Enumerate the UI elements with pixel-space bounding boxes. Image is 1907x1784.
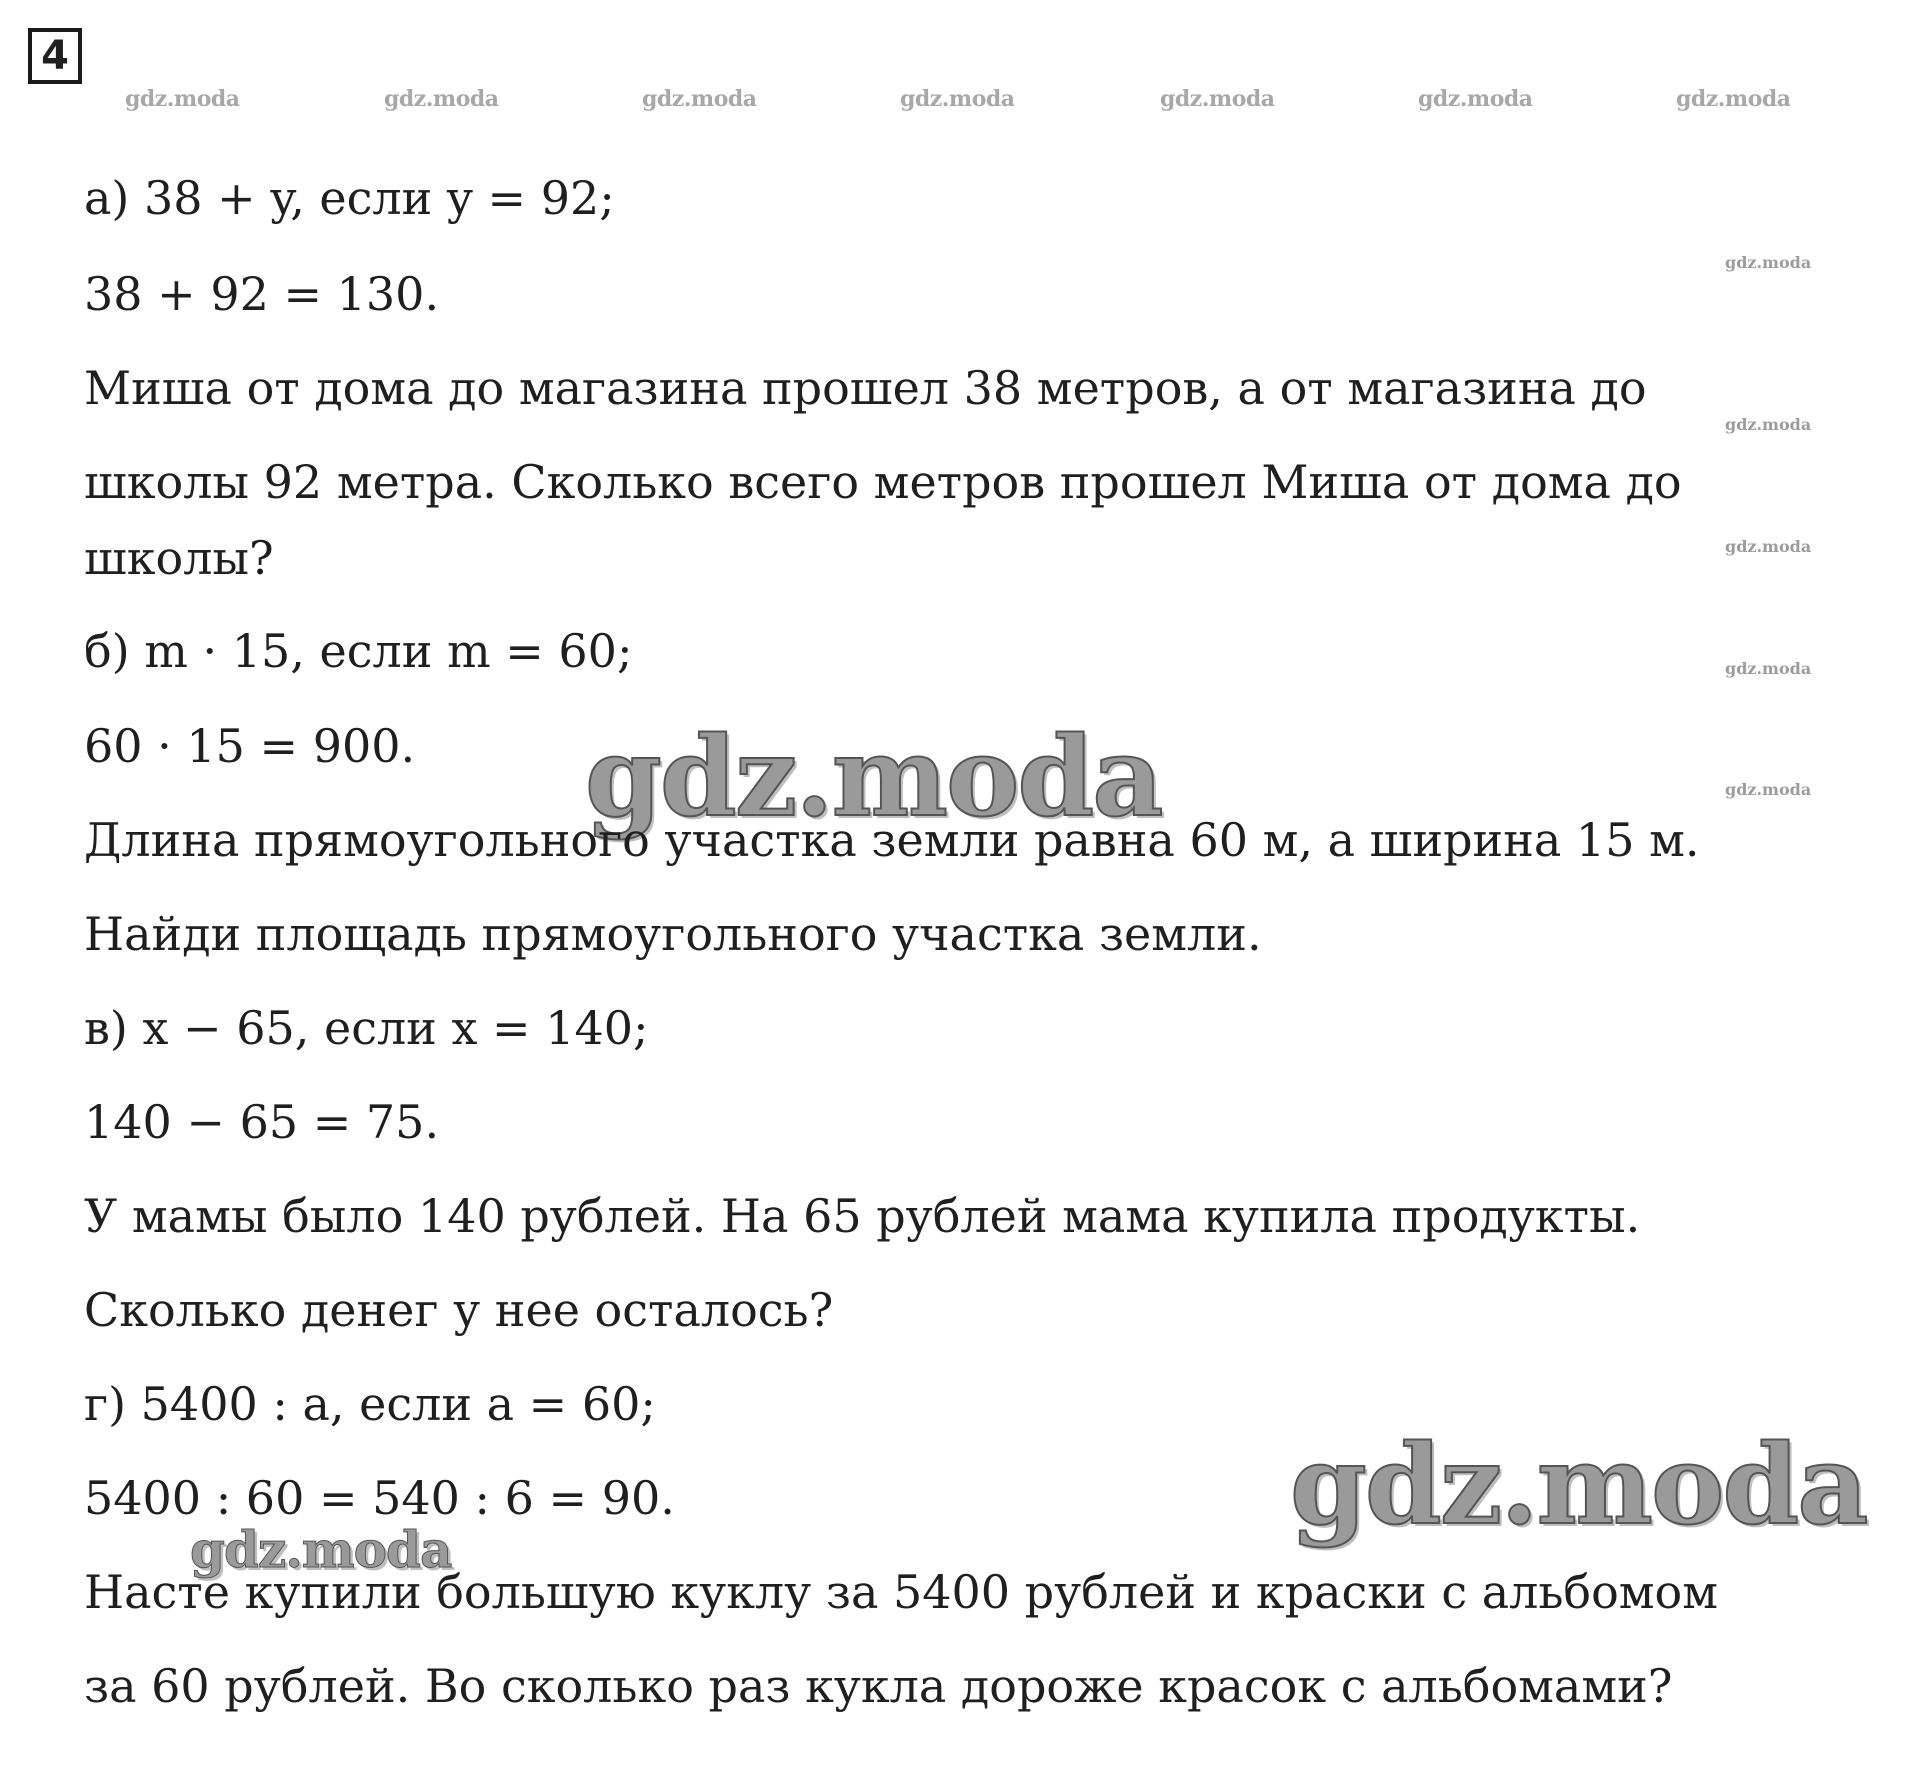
text-line: школы 92 метра. Сколько всего метров прошел Миша от дома до xyxy=(84,455,1682,509)
watermark: gdz.moda xyxy=(1725,659,1812,678)
watermark: gdz.moda xyxy=(1725,415,1812,434)
text-line: 5400 : 60 = 540 : 6 = 90. xyxy=(84,1471,675,1525)
text-line: г) 5400 : a, если a = 60; xyxy=(84,1377,656,1431)
text-line: Длина прямоугольного участка земли равна 60 м, а ширина 15 м. xyxy=(84,813,1700,867)
text-line: Насте купили большую куклу за 5400 рублей и краски с альбомом xyxy=(84,1565,1719,1619)
text-line: за 60 рублей. Во сколько раз кукла дороже красок с альбомами? xyxy=(84,1659,1673,1713)
watermark: gdz.moda xyxy=(1676,86,1791,112)
task-number-badge: 4 xyxy=(28,28,82,84)
text-line: 38 + 92 = 130. xyxy=(84,267,440,321)
watermark: gdz.moda xyxy=(125,86,240,112)
text-line: б) m · 15, если m = 60; xyxy=(84,624,633,678)
watermark: gdz.moda xyxy=(1725,253,1812,272)
watermark: gdz.moda xyxy=(900,86,1015,112)
text-line: 60 · 15 = 900. xyxy=(84,719,416,773)
text-line: Сколько денег у нее осталось? xyxy=(84,1283,834,1337)
watermark: gdz.moda xyxy=(384,86,499,112)
watermark-row xyxy=(0,86,1907,116)
watermark-large: gdz.moda xyxy=(585,712,1162,841)
text-line: 140 − 65 = 75. xyxy=(84,1095,440,1149)
text-line: школы? xyxy=(84,531,274,585)
text-line: У мамы было 140 рублей. На 65 рублей мама купила продукты. xyxy=(84,1189,1641,1243)
watermark: gdz.moda xyxy=(1160,86,1275,112)
watermark-large: gdz.moda xyxy=(1290,1420,1867,1549)
text-line: в) x − 65, если x = 140; xyxy=(84,1001,649,1055)
text-line: а) 38 + y, если y = 92; xyxy=(84,171,615,225)
text-line: Найди площадь прямоугольного участка земли. xyxy=(84,907,1262,961)
watermark-medium: gdz.moda xyxy=(190,1520,452,1579)
watermark: gdz.moda xyxy=(1725,537,1812,556)
text-line: Миша от дома до магазина прошел 38 метров, а от магазина до xyxy=(84,361,1647,415)
watermark: gdz.moda xyxy=(642,86,757,112)
watermark: gdz.moda xyxy=(1418,86,1533,112)
watermark: gdz.moda xyxy=(1725,780,1812,799)
